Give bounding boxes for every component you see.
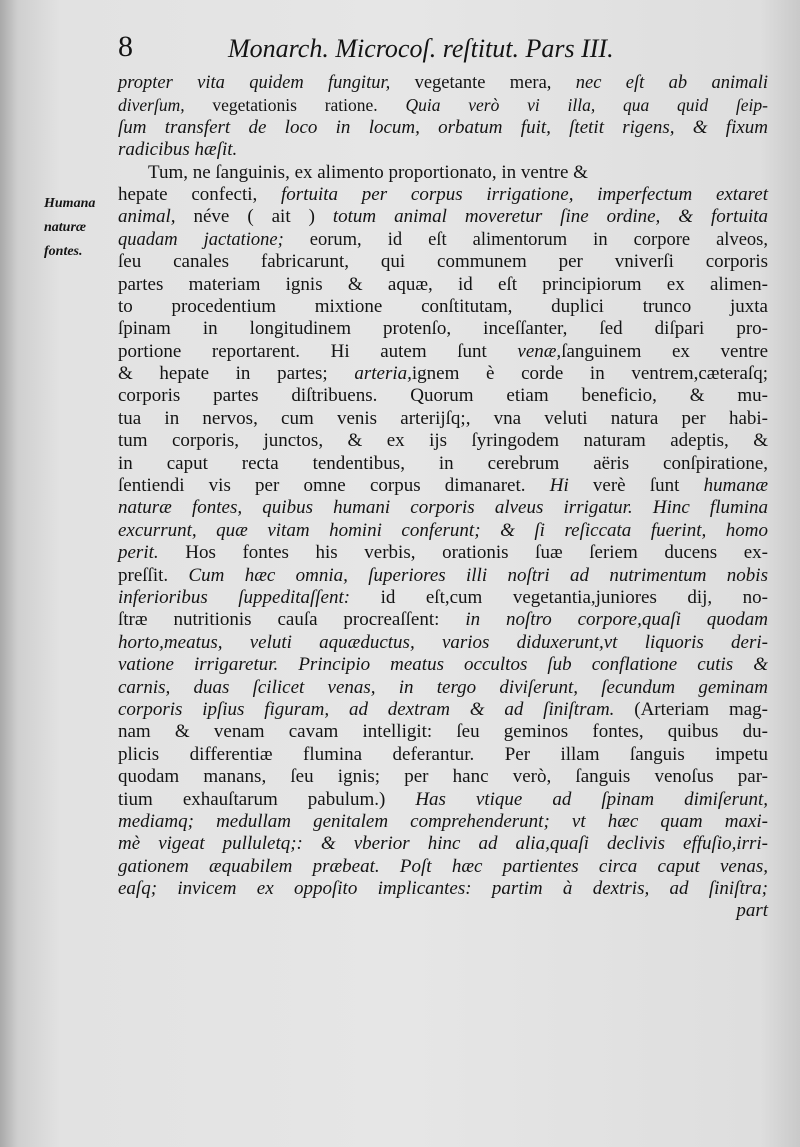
text-segment: tium exhauſtarum pabulum.) [118,788,416,810]
text-line [118,565,768,587]
page-number: 8 [118,30,133,63]
italic-text-segment: vatione irrigaretur. Principio meatus occultos ſub conflatione cutis & [118,654,768,676]
text-segment: (Arteriam mag- [634,698,768,720]
margin-note-line: fontes. [44,244,83,259]
italic-text-segment: humanæ [703,475,768,497]
text-segment: néve ( ait ) [193,206,333,228]
text-line [118,811,768,833]
text-line [118,94,768,116]
italic-text-segment: naturæ fontes, quibus humani corporis alveus irrigatur. Hinc flumina [118,497,768,519]
italic-text-segment: mediamq; medullam genitalem comprehenderunt; vt hæc quam maxi- [118,810,768,832]
margin-note [44,192,116,264]
italic-text-segment: totum animal moveretur ſine ordine, & fortuita [332,206,768,228]
italic-text-segment: perit. [118,542,186,564]
text-line [118,296,768,318]
text-segment: preſſit. [118,564,189,586]
text-segment: ſtræ nutritionis cauſa procreaſſent: [118,609,466,631]
italic-text-segment: inferioribus ſuppeditaſſent: [118,586,381,608]
text-segment: tua in nervos, cum venis arterijſq;, vna veluti natura per habi- [118,407,768,429]
margin-note-line: Humana [44,196,96,211]
text-line [118,699,768,721]
page-header [118,28,758,72]
text-line [118,497,768,519]
text-segment: tum corporis, junctos, & ex ijs ſyringodem naturam adeptis, & [118,430,768,452]
text-line [118,475,768,497]
text-segment: to procedentium mixtione conſtitutam, duplici trunco juxta [118,295,768,317]
text-line [118,542,768,564]
text-line [118,833,768,855]
text-segment: ſpinam in longitudinem protenſo, inceſſanter, ſed diſpari pro- [118,318,768,340]
italic-text-segment: Cum hæc omnia, ſuperiores illi noſtri ad nutrimentum nobis [188,564,768,586]
italic-text-segment: propter vita quidem fungitur, [118,73,415,93]
italic-text-segment: animal, [118,206,194,228]
italic-text-segment: venæ, [517,340,562,362]
text-line [118,632,768,654]
text-segment: eorum, id eſt alimentorum in corpore alveos, [309,229,768,250]
italic-text-segment: Has vtique ad ſpinam dimiſerunt, [415,788,768,810]
italic-text-segment: carnis, duas ſcilicet venas, in tergo diviſerunt, ſecundum geminam [118,676,768,698]
text-line [118,139,768,161]
text-segment: nam & venam cavam intelligit: ſeu geminos fontes, quibus du- [118,721,768,743]
text-line [118,385,768,407]
italic-text-segment: radicibus hæſit. [118,139,238,161]
italic-text-segment: diverſum, [118,95,213,116]
text-line [118,856,768,878]
text-segment: Hos fontes his verbis, orationis ſuæ ſeriem ducens ex- [185,542,768,564]
text-segment: ſeu canales fabricarunt, qui communem per vniverſi corporis [118,251,768,273]
italic-text-segment: mè vigeat pulluletq;: & vberior hinc ad alia,quaſi declivis effuſio,irri- [118,833,768,855]
italic-text-segment: in noſtro corpore,quaſi quodam [465,609,768,631]
text-line [118,520,768,542]
italic-text-segment: horto,meatus, veluti aquæductus, varios diduxerunt,vt liquoris deri- [118,631,768,653]
margin-note-line: naturæ [44,220,87,235]
catchword: part [736,900,768,922]
italic-text-segment: Quia verò vi illa, qua quid ſeip- [405,95,768,116]
text-line [118,453,768,475]
text-segment: hepate confecti, [118,183,282,205]
text-segment: vegetationis ratione. [212,95,406,116]
text-line [118,117,768,139]
text-segment: verè ſunt [592,475,704,497]
text-segment: quodam manans, ſeu ignis; per hanc verò, ſanguis venoſus par- [118,766,768,788]
text-line [118,72,768,94]
text-line [118,162,768,184]
text-line [118,430,768,452]
italic-text-segment: fortuita per corpus irrigatione, imperfectum extaret [281,183,768,205]
text-segment: vegetante mera, [414,73,576,93]
text-line [118,251,768,273]
italic-text-segment: eaſq; invicem ex oppoſito implicantes: partim à dextris, ad ſiniſtra; [118,878,768,900]
text-line [118,789,768,811]
text-line [118,654,768,676]
italic-text-segment: quadam jactatione; [118,229,310,250]
text-line [118,363,768,385]
text-segment: id eſt,cum vegetantia,juniores dij, no- [380,586,768,608]
text-line [118,408,768,430]
body-text [118,72,768,923]
text-segment: ſentiendi vis per omne corpus dimanaret. [118,475,550,497]
text-line [118,878,768,900]
text-segment: ſanguinem ex ventre [561,340,768,362]
text-line [118,609,768,631]
italic-text-segment: ſum transfert de loco in locum, orbatum fuit, ſtetit rigens, & fixum [118,116,768,138]
italic-text-segment: corporis ipſius figuram, ad dextram & ad ſiniſtram. [118,698,635,720]
text-segment: plicis differentiæ flumina deferantur. Per illam ſanguis impetu [118,743,768,765]
italic-text-segment: Hi [549,475,593,497]
text-line [118,184,768,206]
text-line [118,587,768,609]
italic-text-segment: nec eſt ab animali [575,73,768,93]
text-line [118,274,768,296]
text-segment: portione reportarent. Hi autem ſunt [118,340,518,362]
text-line [118,229,768,251]
text-segment: Tum, ne ſanguinis, ex alimento proportionato, in ventre & [148,161,588,183]
italic-text-segment: gationem æquabilem præbeat. Poſt hæc partientes circa caput venas, [118,855,768,877]
text-line [118,318,768,340]
text-line [118,341,768,363]
text-line [118,744,768,766]
text-segment: ignem è corde in ventrem,cæteraſq; [411,363,768,385]
text-line [118,766,768,788]
text-line [118,677,768,699]
italic-text-segment: excurrunt, quæ vitam homini conferunt; & ſi reſiccata fuerint, homo [118,519,768,541]
text-segment: in caput recta tendentibus, in cerebrum aëris conſpiratione, [118,452,768,474]
text-segment: & hepate in partes; [118,363,355,385]
text-segment: corporis partes diſtribuens. Quorum etiam beneficio, & mu- [118,385,768,407]
text-line [118,721,768,743]
text-line [118,206,768,228]
text-segment: partes materiam ignis & aquæ, id eſt principiorum ex alimen- [118,273,768,295]
running-title: Monarch. Microcoſ. reſtitut. Pars III. [228,34,614,63]
italic-text-segment: arteria, [354,363,412,385]
